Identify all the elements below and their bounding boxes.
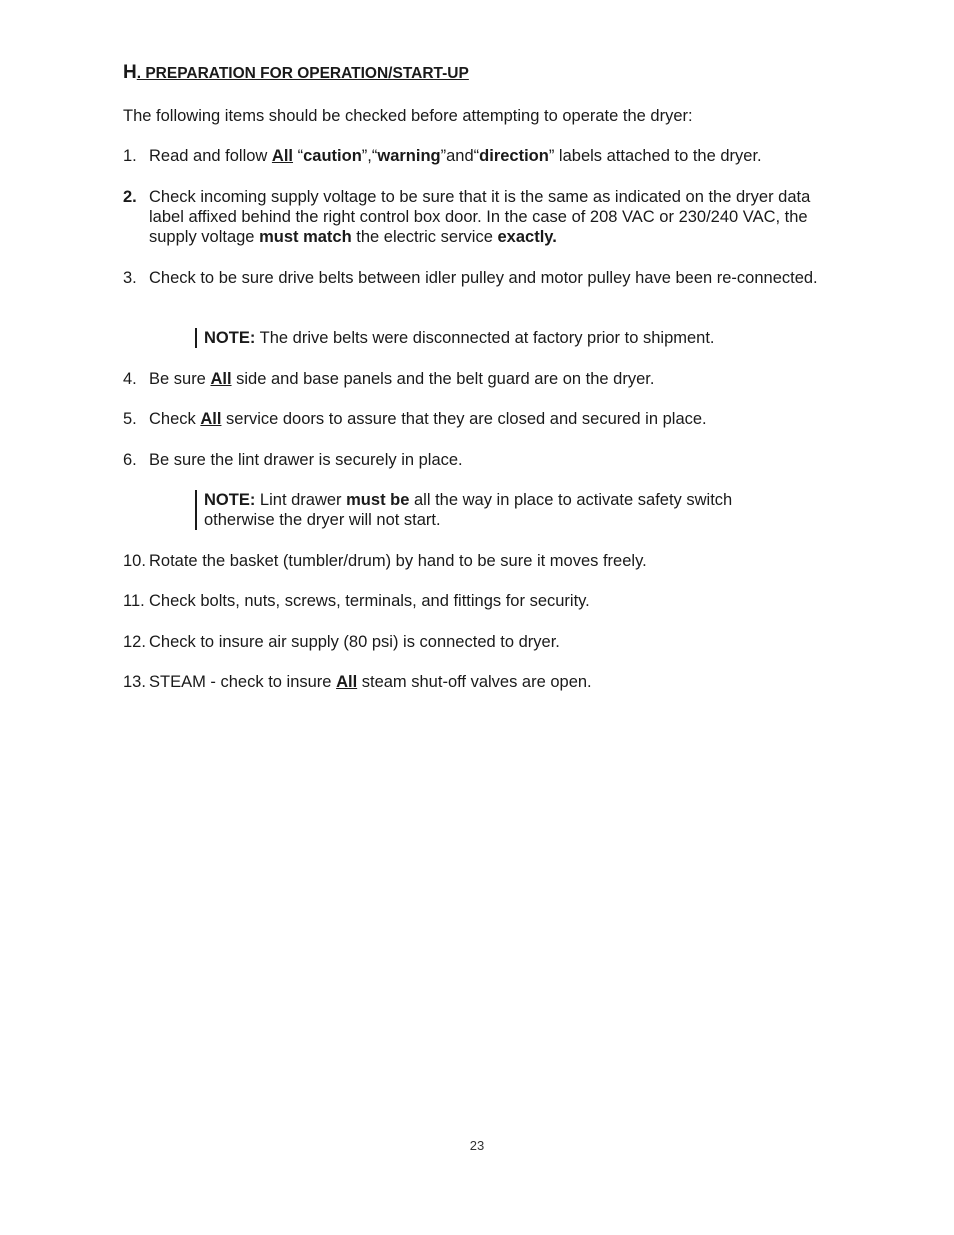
section-letter: H — [123, 62, 137, 83]
item-number: 1. — [123, 147, 137, 165]
item-text: Rotate the basket (tumbler/drum) by hand to be sure it moves freely. — [149, 552, 647, 570]
item-text: Be sure All side and base panels and the belt guard are on the dryer. — [149, 370, 655, 388]
section-heading — [123, 63, 469, 84]
item-number: 2. — [123, 188, 137, 206]
item-number: 3. — [123, 269, 137, 287]
item-text: Be sure the lint drawer is securely in place. — [149, 451, 463, 469]
note-text: The drive belts were disconnected at factory prior to shipment. — [255, 329, 715, 347]
item-number: 4. — [123, 370, 137, 388]
intro-text: The following items should be checked before attempting to operate the dryer: — [123, 107, 693, 125]
item-number: 10. — [123, 552, 146, 570]
item-number: 11. — [123, 592, 145, 610]
item-number: 13. — [123, 673, 146, 691]
item-text: Read and follow All “caution”,“warning”and“direction” labels attached to the dryer. — [149, 147, 762, 165]
section-title: . PREPARATION FOR OPERATION/START-UP — [136, 65, 469, 82]
item-number: 5. — [123, 410, 137, 428]
item-text: Check to insure air supply (80 psi) is connected to dryer. — [149, 633, 560, 651]
note-label: NOTE: — [204, 329, 256, 347]
page-number: 23 — [469, 1138, 485, 1153]
item-number: 6. — [123, 451, 137, 469]
note-label: NOTE: — [204, 491, 256, 509]
item-text: Check to be sure drive belts between idler pulley and motor pulley have been re-connected. — [149, 269, 818, 287]
item-text: Check bolts, nuts, screws, terminals, and fittings for security. — [149, 592, 590, 610]
item-text: STEAM - check to insure All steam shut-off valves are open. — [149, 673, 592, 691]
item-number: 12. — [123, 633, 146, 651]
item-text: Check incoming supply voltage to be sure that it is the same as indicated on the dryer data label affixed behind the right control box door. In the case of 208 VAC or 230/240 VAC, the supply voltage must match the electric service exactly. — [149, 188, 811, 246]
item-text: Check All service doors to assure that they are closed and secured in place. — [149, 410, 707, 428]
note-belts — [195, 328, 804, 348]
note-lint-drawer: NOTE: Lint drawer must be all the way in place to activate safety switch otherwise the dryer will not start. — [195, 490, 804, 530]
